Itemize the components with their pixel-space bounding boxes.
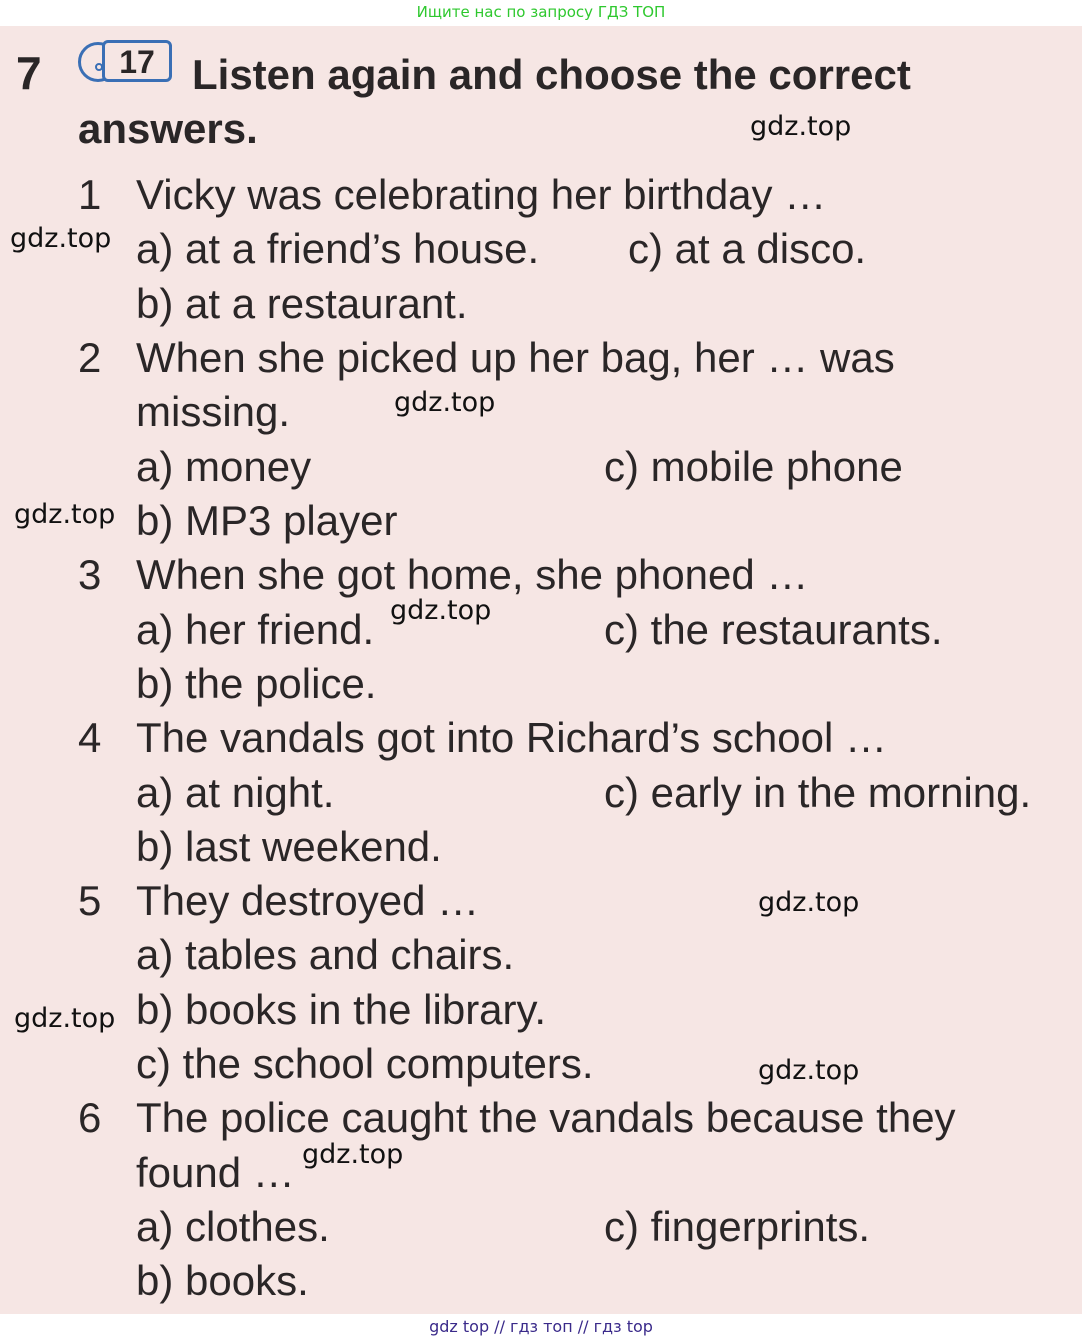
bottom-banner: gdz top // гдз топ // гдз top <box>0 1314 1082 1341</box>
question-5-text: They destroyed … <box>136 877 480 924</box>
question-4-text: The vandals got into Richard’s school … <box>136 714 887 761</box>
watermark: gdz.top <box>390 595 492 626</box>
question-5-option-b: b) books in the library. <box>136 986 547 1033</box>
question-6-option-a: a) clothes. <box>136 1203 330 1250</box>
question-3-option-a: a) her friend. <box>136 606 375 653</box>
watermark: gdz.top <box>394 387 496 418</box>
question-1-option-b: b) at a restaurant. <box>136 280 468 327</box>
question-1-option-c: c) at a disco. <box>628 225 867 272</box>
question-6-option-c: c) fingerprints. <box>604 1203 871 1250</box>
top-banner: Ищите нас по запросу ГДЗ ТОП <box>0 0 1082 26</box>
question-1-text: Vicky was celebrating her birthday … <box>136 171 827 218</box>
watermark: gdz.top <box>758 1055 860 1086</box>
question-1-option-a: a) at a friend’s house. <box>136 225 540 272</box>
audio-cd-icon <box>78 38 176 86</box>
question-4-option-a: a) at night. <box>136 769 335 816</box>
question-3-number: 3 <box>78 551 102 598</box>
question-3-option-b: b) the police. <box>136 660 377 707</box>
question-6-number: 6 <box>78 1094 102 1141</box>
question-4-number: 4 <box>78 714 102 761</box>
watermark: gdz.top <box>750 111 852 142</box>
instruction-line-1: Listen again and choose the correct <box>192 51 911 98</box>
question-5-option-c: c) the school computers. <box>136 1040 594 1087</box>
watermark: gdz.top <box>302 1139 404 1170</box>
question-6-text-line-1: The police caught the vandals because they <box>136 1094 956 1141</box>
question-2-option-a: a) money <box>136 443 312 490</box>
question-2-number: 2 <box>78 334 102 381</box>
question-1-number: 1 <box>78 171 102 218</box>
question-2-text-line-2: missing. <box>136 388 291 435</box>
watermark: gdz.top <box>14 1003 116 1034</box>
question-5-option-a: a) tables and chairs. <box>136 931 515 978</box>
question-6-option-b: b) books. <box>136 1257 309 1304</box>
audio-track-number: 17 <box>102 40 172 82</box>
watermark: gdz.top <box>758 887 860 918</box>
watermark: gdz.top <box>14 499 116 530</box>
question-2-option-b: b) MP3 player <box>136 497 398 544</box>
question-2-text-line-1: When she picked up her bag, her … was <box>136 334 895 381</box>
exercise-number: 7 <box>16 47 42 99</box>
instruction-line-2: answers. <box>78 105 258 152</box>
question-3-option-c: c) the restaurants. <box>604 606 943 653</box>
question-6-text-line-2: found … <box>136 1149 295 1196</box>
question-4-option-b: b) last weekend. <box>136 823 442 870</box>
watermark: gdz.top <box>10 223 112 254</box>
question-4-option-c: c) early in the morning. <box>604 769 1032 816</box>
question-3-text: When she got home, she phoned … <box>136 551 809 598</box>
question-5-number: 5 <box>78 877 102 924</box>
question-2-option-c: c) mobile phone <box>604 443 903 490</box>
